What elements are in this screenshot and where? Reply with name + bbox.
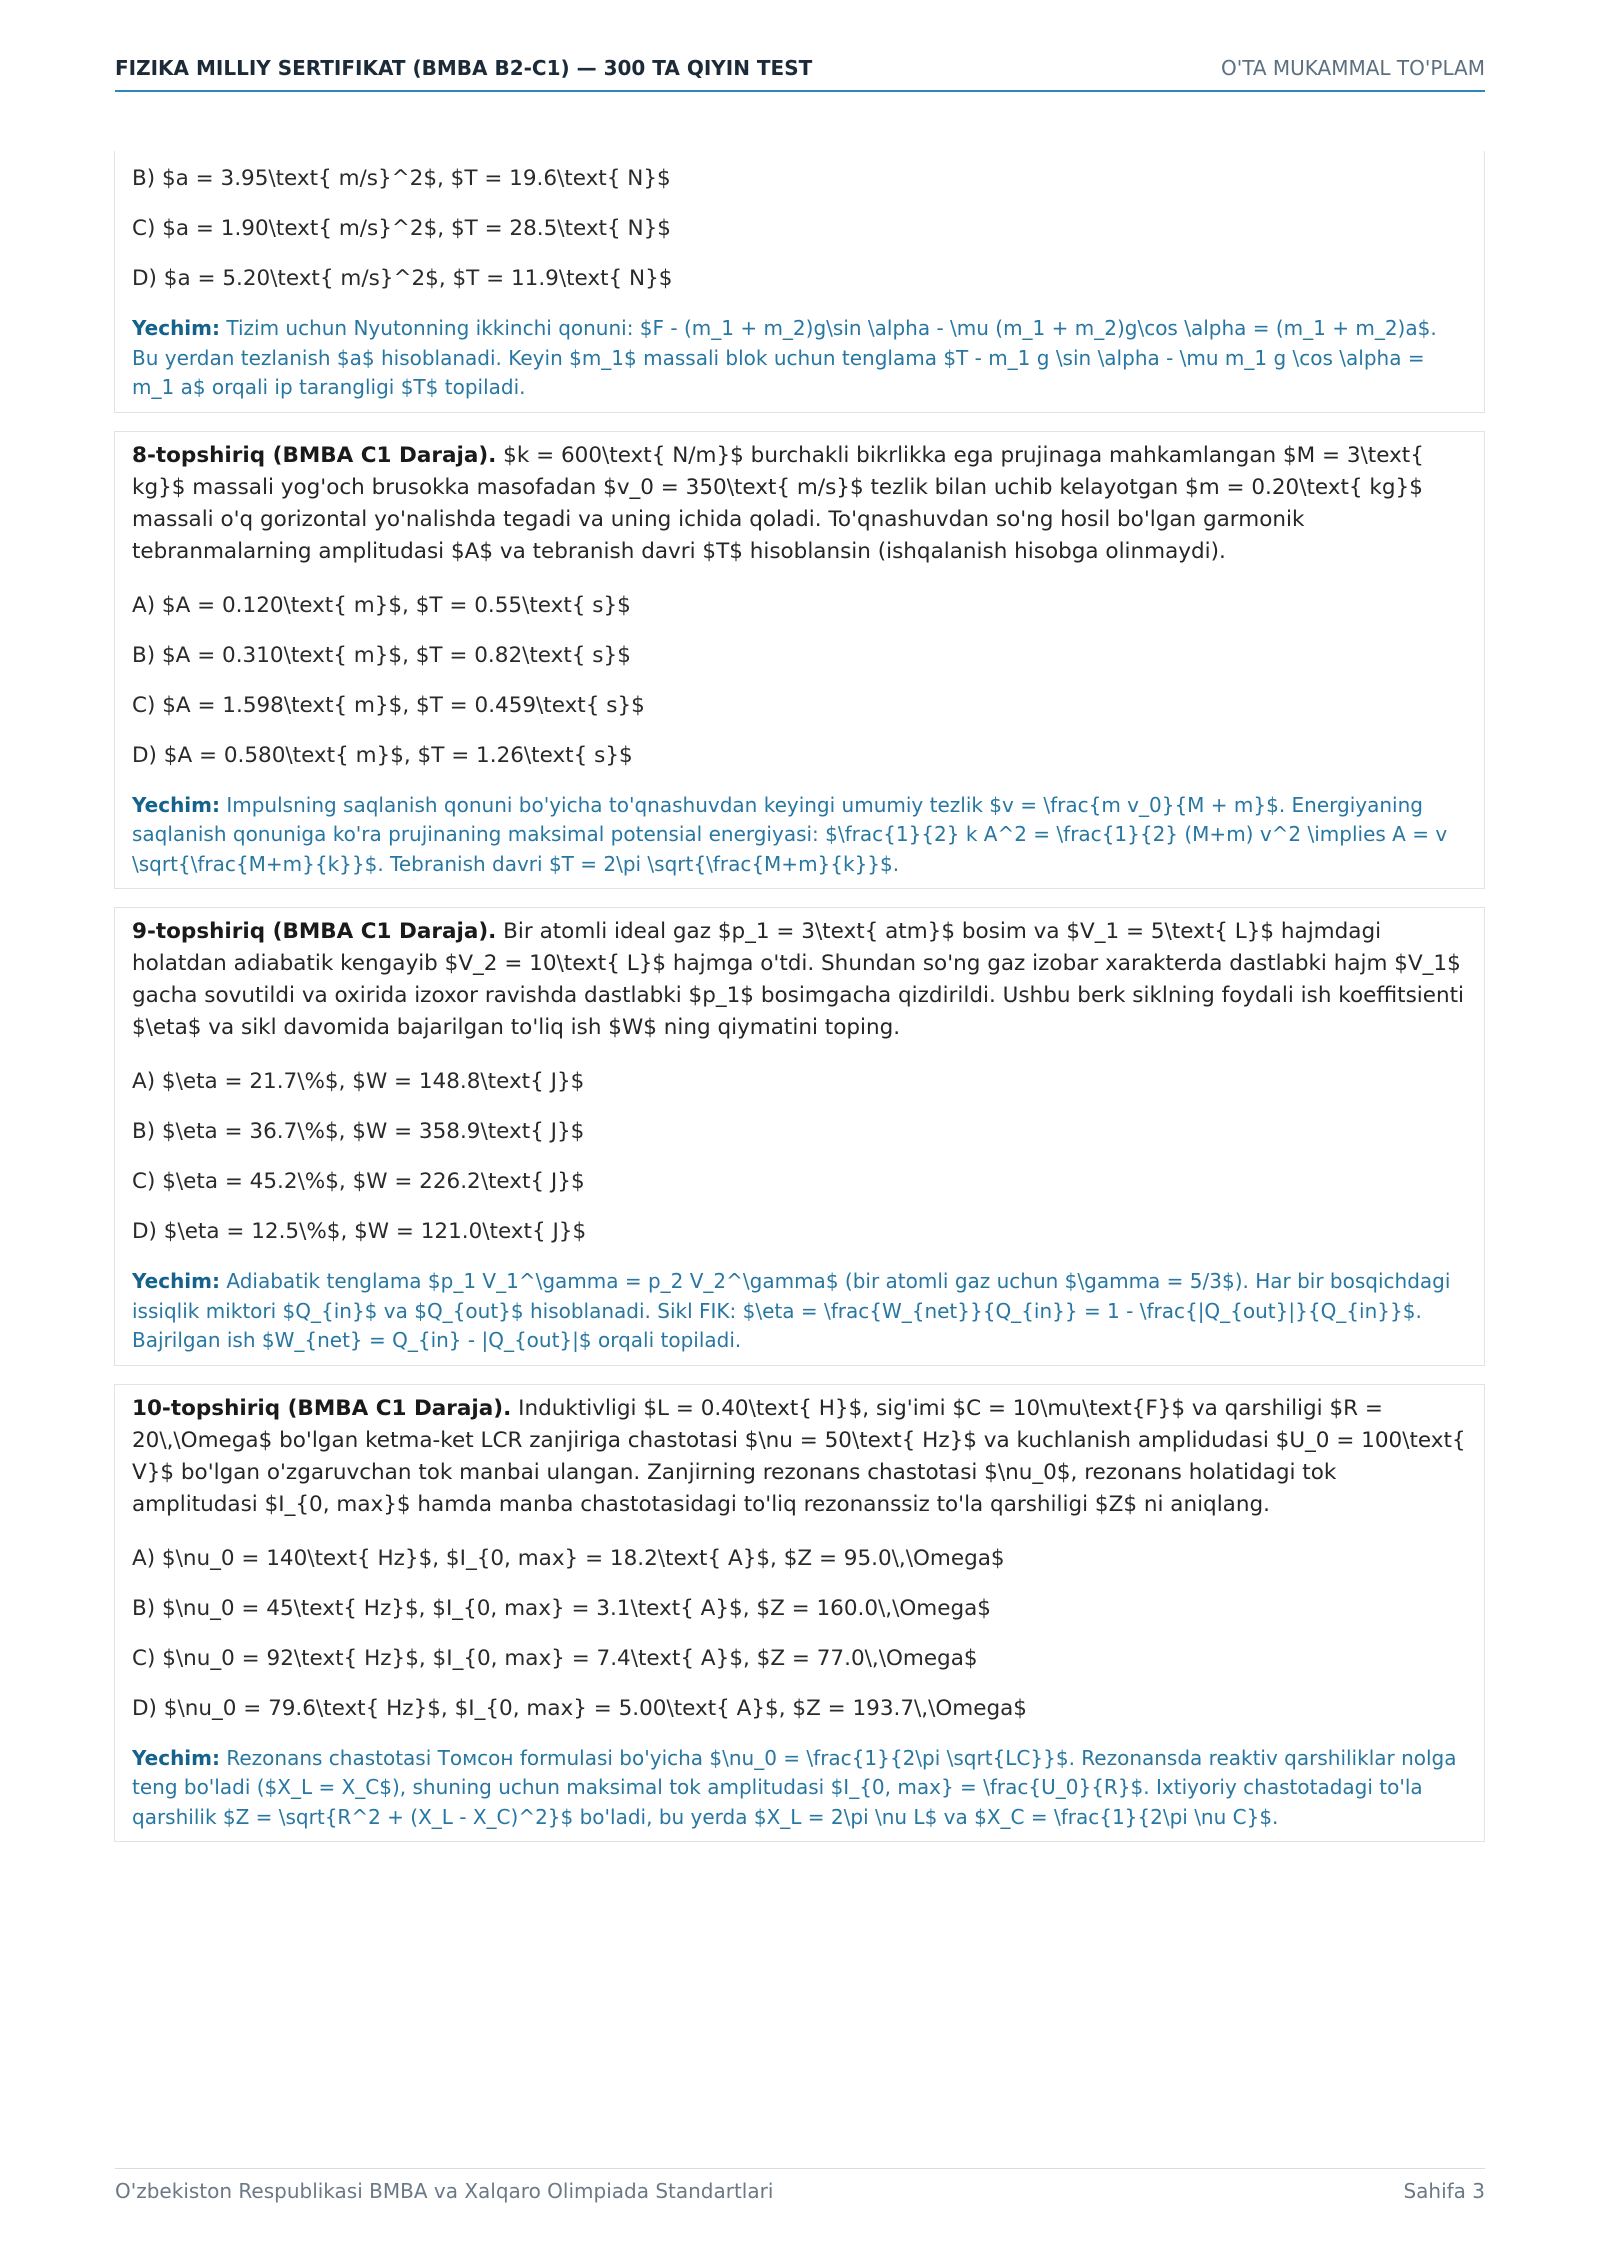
page-content [114,151,1485,1860]
answer-option-d: D) $a = 5.20\text{ m/s}^2$, $T = 11.9\text{ N}$ [132,266,673,291]
solution [132,1744,1466,1833]
task-question [132,440,1466,568]
task-title: 10-topshiriq (BMBA C1 Daraja). [132,1395,512,1421]
solution-label: Yechim: [132,1269,220,1293]
task-card-8 [114,431,1485,890]
footer-organization: O'zbekiston Respublikasi BMBA va Xalqaro Olimpiada Standartlari [115,2179,774,2203]
page-header [115,55,1485,81]
task-card-continued [114,151,1485,413]
answer-option-c: C) $\nu_0 = 92\text{ Hz}$, $I_{0, max} = 7.4\text{ A}$, $Z = 77.0\,\Omega$ [132,1645,978,1671]
answer-option-d: D) $A = 0.580\text{ m}$, $T = 1.26\text{ s}$ [132,742,633,768]
page-number: Sahifa 3 [1403,2179,1485,2203]
answer-option-b: B) $\nu_0 = 45\text{ Hz}$, $I_{0, max} = 3.1\text{ A}$, $Z = 160.0\,\Omega$ [132,1595,991,1621]
task-text: Bir atomli ideal gaz $p_1 = 3\text{ atm}$ bosim va $V_1 = 5\text{ L}$ hajmdagi holatdan adiabatik kengayib $V_2 = 10\text{ L}$ hajmga o'tdi. Shundan so'ng gaz izobar xarakterda dastlabki hajm $V_1$ gacha sovutildi va oxirida izoxor ravishda dastlabki $p_1$ bosimgacha qizdirildi. Ushbu berk siklning foydali ish koeffitsienti $\eta$ va sikl davomida bajarilgan to'liq ish $W$ ning qiymatini toping. [132,919,1465,1040]
footer-divider [115,2168,1485,2169]
answer-option-d: D) $\nu_0 = 79.6\text{ Hz}$, $I_{0, max} = 5.00\text{ A}$, $Z = 193.7\,\Omega$ [132,1695,1027,1721]
answer-option-a: A) $A = 0.120\text{ m}$, $T = 0.55\text{ s}$ [132,592,631,618]
solution [132,314,1466,403]
task-question [132,1393,1466,1521]
solution-label: Yechim: [132,792,220,817]
solution-text: Tizim uchun Nyutonning ikkinchi qonuni: $F - (m_1 + m_2)g\sin \alpha - \mu (m_1 + m_2)g\cos \alpha = (m_1 + m_2)a$. Bu yerdan tezlanish $a$ hisoblanadi. Keyin $m_1$ massali blok uchun tenglama $T - m_1 g \sin \alpha - \mu m_1 g \cos \alpha = m_1 a$ orqali ip tarangligi $T$ topiladi. [132,316,1437,399]
task-card-9 [114,907,1485,1366]
answer-option-b: B) $\eta = 36.7\%$, $W = 358.9\text{ J}$ [132,1119,585,1144]
answer-option-c: C) $\eta = 45.2\%$, $W = 226.2\text{ J}$ [132,1169,585,1194]
answer-option-c: C) $A = 1.598\text{ m}$, $T = 0.459\text{ s}$ [132,692,645,718]
task-card-10 [114,1384,1485,1843]
solution-text: Adiabatik tenglama $p_1 V_1^\gamma = p_2 V_2^\gamma$ (bir atomli gaz uchun $\gamma = 5/3$). Har bir bosqichdagi issiqlik miktori $Q_{in}$ va $Q_{out}$ hisoblanadi. Sikl FIK: $\eta = \frac{W_{net}}{Q_{in}} = 1 - \frac{|Q_{out}|}{Q_{in}}$. Bajrilgan ish $W_{net} = Q_{in} - |Q_{out}|$ orqali topiladi. [132,1269,1451,1352]
task-title: 9-topshiriq (BMBA C1 Daraja). [132,919,497,944]
solution [132,791,1466,880]
task-question [132,916,1466,1044]
solution-label: Yechim: [132,1745,220,1770]
answer-option-b: B) $A = 0.310\text{ m}$, $T = 0.82\text{ s}$ [132,642,631,668]
document-title: FIZIKA MILLIY SERTIFIKAT (BMBA B2-C1) — 300 TA QIYIN TEST [115,56,813,80]
solution-text: Rezonans chastotasi Томсон formulasi bo'yicha $\nu_0 = \frac{1}{2\pi \sqrt{LC}}$. Rezonansda reaktiv qarshiliklar nolga teng bo'ladi ($X_L = X_C$), shuning uchun maksimal tok amplitudasi $I_{0, max} = \frac{U_0}{R}$. Ixtiyoriy chastotadagi to'la qarshilik $Z = \sqrt{R^2 + (X_L - X_C)^2}$ bo'ladi, bu yerda $X_L = 2\pi \nu L$ va $X_C = \frac{1}{2\pi \nu C}$. [132,1745,1457,1829]
answer-option-a: A) $\nu_0 = 140\text{ Hz}$, $I_{0, max} = 18.2\text{ A}$, $Z = 95.0\,\Omega$ [132,1545,1005,1571]
answer-option-b: B) $a = 3.95\text{ m/s}^2$, $T = 19.6\text{ N}$ [132,166,671,191]
answer-option-c: C) $a = 1.90\text{ m/s}^2$, $T = 28.5\text{ N}$ [132,216,671,241]
header-divider [115,90,1485,92]
solution-label: Yechim: [132,316,220,340]
task-text: $k = 600\text{ N/m}$ burchakli bikrlikka ega prujinaga mahkamlangan $M = 3\text{ kg}$ massali yog'och brusokka masofadan $v_0 = 350\text{ m/s}$ tezlik bilan uchib kelayotgan $m = 0.20\text{ kg}$ massali o'q gorizontal yo'nalishda tegadi va uning ichida qoladi. To'qnashuvdan so'ng hosil bo'lgan garmonik tebranmalarning amplitudasi $A$ va tebranish davri $T$ hisoblansin (ishqalanish hisobga olinmaydi). [132,442,1424,564]
answer-option-d: D) $\eta = 12.5\%$, $W = 121.0\text{ J}$ [132,1219,587,1244]
document-subtitle: O'TA MUKAMMAL TO'PLAM [1220,56,1485,80]
answer-option-a: A) $\eta = 21.7\%$, $W = 148.8\text{ J}$ [132,1069,585,1094]
task-text: Induktivligi $L = 0.40\text{ H}$, sig'imi $C = 10\mu\text{F}$ va qarshiligi $R = 20\,\Omega$ bo'lgan ketma-ket LCR zanjiriga chastotasi $\nu = 50\text{ Hz}$ va kuchlanish amplidudasi $U_0 = 100\text{ V}$ bo'lgan o'zgaruvchan tok manbai ulangan. Zanjirning rezonans chastotasi $\nu_0$, rezonans holatidagi tok amplitudasi $I_{0, max}$ hamda manba chastotasidagi to'liq rezonanssiz to'la qarshiligi $Z$ ni aniqlang. [132,1395,1466,1517]
solution-text: Impulsning saqlanish qonuni bo'yicha to'qnashuvdan keyingi umumiy tezlik $v = \frac{m v_0}{M + m}$. Energiyaning saqlanish qonuniga ko'ra prujinaning maksimal potensial energiyasi: $\frac{1}{2} k A^2 = \frac{1}{2} (M+m) v^2 \implies A = v \sqrt{\frac{M+m}{k}}$. Tebranish davri $T = 2\pi \sqrt{\frac{M+m}{k}}$. [132,792,1448,876]
solution [132,1267,1466,1356]
task-title: 8-topshiriq (BMBA C1 Daraja). [132,442,497,468]
